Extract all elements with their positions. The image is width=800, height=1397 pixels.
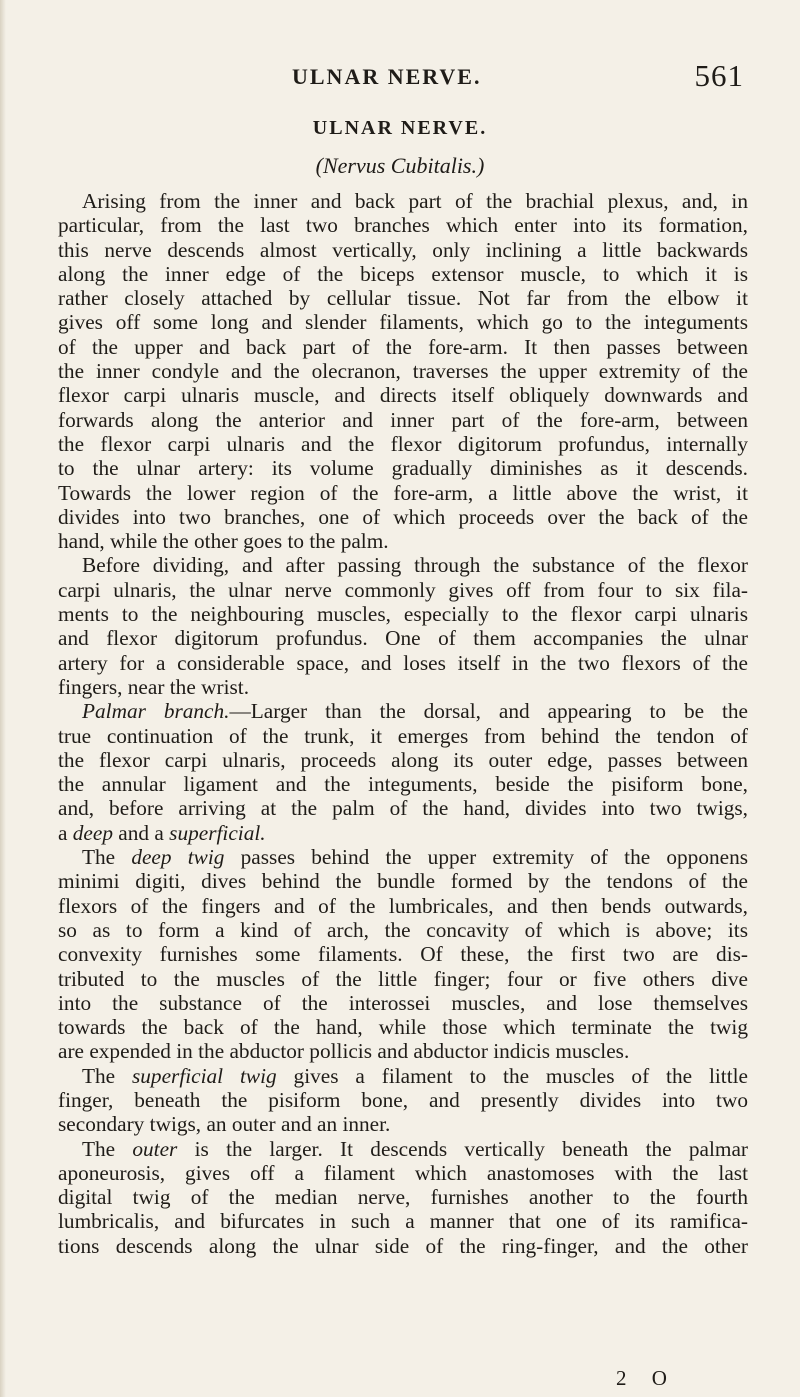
text-line: a deep and a superficial. <box>58 820 266 845</box>
text-line: of the upper and back part of the fore-arm. It then passes between <box>58 334 748 359</box>
text-line: the annular ligament and the integuments, beside the pisiform bone, <box>58 772 748 797</box>
text-line: hand, while the other goes to the palm. <box>58 529 389 554</box>
text-line: tributed to the muscles of the little finger; four or five others dive <box>58 966 748 991</box>
section-heading: ULNAR NERVE. <box>312 117 488 139</box>
text-line: to the ulnar artery: its volume gradually diminishes as it descends. <box>58 456 748 481</box>
text-line: Before dividing, and after passing through the substance of the flexor <box>82 553 748 578</box>
text-line: are expended in the abductor pollicis and abductor indicis muscles. <box>58 1039 630 1064</box>
text-line: the flexor carpi ulnaris, proceeds along its outer edge, passes between <box>58 747 748 772</box>
body-text <box>58 189 748 1258</box>
text-line: and, before arriving at the palm of the hand, divides into two twigs, <box>58 796 748 821</box>
text-line: fingers, near the wrist. <box>58 674 250 699</box>
text-line: and flexor digitorum profundus. One of them accompanies the ulnar <box>58 626 748 651</box>
text-line: along the inner edge of the biceps extensor muscle, to which it is <box>58 261 748 286</box>
text-line: the flexor carpi ulnaris and the flexor digitorum profundus, internally <box>58 431 748 456</box>
text-line: this nerve descends almost vertically, only inclining a little backwards <box>58 237 748 262</box>
text-line: true continuation of the trunk, it emerges from behind the tendon of <box>58 723 748 748</box>
text-line: The outer is the larger. It descends vertically beneath the palmar <box>82 1136 748 1161</box>
text-line: digital twig of the median nerve, furnishes another to the fourth <box>58 1185 748 1210</box>
text-line: Palmar branch.—Larger than the dorsal, and appearing to be the <box>82 699 749 724</box>
text-line: minimi digiti, dives behind the bundle formed by the tendons of the <box>58 869 748 894</box>
text-line: finger, beneath the pisiform bone, and presently divides into two <box>58 1087 748 1112</box>
text-line: forwards along the anterior and inner part of the fore-arm, between <box>58 407 748 432</box>
running-head-title: ULNAR NERVE. <box>292 64 482 89</box>
text-line: the inner condyle and the olecranon, traverses the upper extremity of the <box>58 359 748 384</box>
text-line: convexity furnishes some filaments. Of these, the first two are dis- <box>58 942 748 967</box>
text-line: into the substance of the interossei muscles, and lose themselves <box>58 990 748 1015</box>
section-subheading <box>0 153 800 179</box>
text-line: flexor carpi ulnaris muscle, and directs itself obliquely downwards and <box>58 383 748 408</box>
signature-mark: 2 O <box>616 1366 677 1390</box>
running-head <box>60 58 750 92</box>
text-line: flexors of the fingers and of the lumbricales, and then bends outwards, <box>58 893 748 918</box>
text-line: so as to form a kind of arch, the concavity of which is above; its <box>58 917 748 942</box>
subheading-text: (Nervus Cubitalis.) <box>315 153 485 178</box>
text-line: tions descends along the ulnar side of the ring-finger, and the other <box>58 1233 748 1258</box>
text-line: Towards the lower region of the fore-arm, a little above the wrist, it <box>58 480 748 505</box>
text-line: The deep twig passes behind the upper extremity of the opponens <box>82 845 749 870</box>
text-line: artery for a considerable space, and loses itself in the two flexors of the <box>58 650 748 675</box>
text-line: The superficial twig gives a filament to the muscles of the little <box>82 1063 748 1088</box>
text-line: ments to the neighbouring muscles, especially to the flexor carpi ulnaris <box>58 602 748 627</box>
text-line: Arising from the inner and back part of the brachial plexus, and, in <box>82 189 748 213</box>
text-line: towards the back of the hand, while those which terminate the twig <box>58 1015 748 1040</box>
text-line: gives off some long and slender filaments, which go to the integuments <box>58 310 748 335</box>
text-line: secondary twigs, an outer and an inner. <box>58 1112 391 1137</box>
page-edge-shadow <box>0 0 6 1397</box>
text-line: aponeurosis, gives off a filament which anastomoses with the last <box>58 1160 748 1185</box>
text-line: particular, from the last two branches which enter into its formation, <box>58 213 748 238</box>
text-line: carpi ulnaris, the ulnar nerve commonly gives off from four to six fila- <box>58 577 748 602</box>
page-number: 561 <box>694 58 744 93</box>
text-line: rather closely attached by cellular tissue. Not far from the elbow it <box>58 286 748 311</box>
text-line: divides into two branches, one of which proceeds over the back of the <box>58 504 748 529</box>
text-line: lumbricalis, and bifurcates in such a manner that one of its ramifica- <box>58 1209 748 1234</box>
